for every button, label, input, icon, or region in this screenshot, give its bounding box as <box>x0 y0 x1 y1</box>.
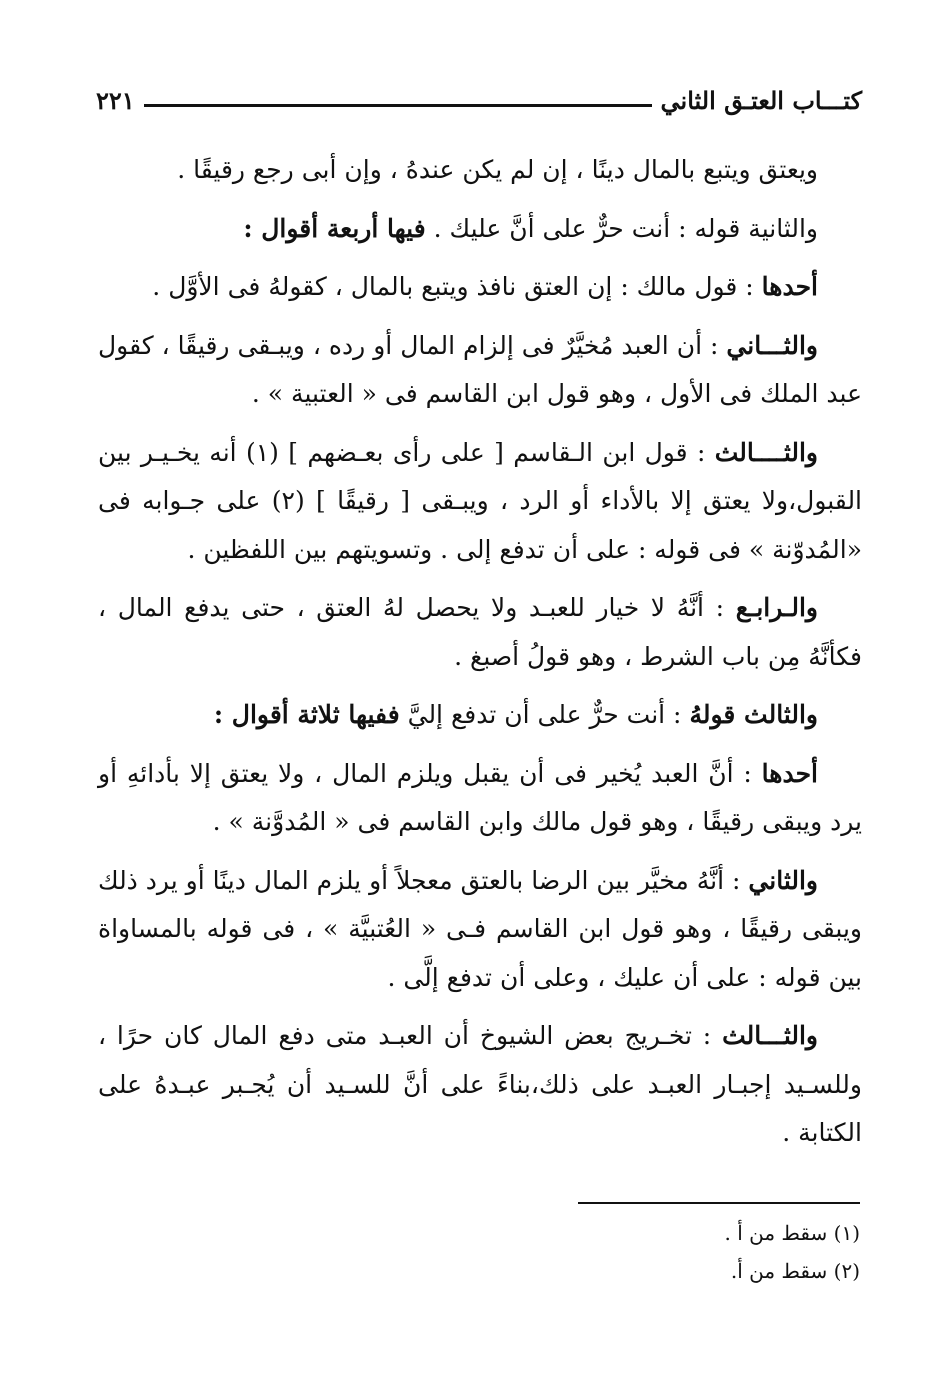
paragraph-tail: ففيها ثلاثة أقوال : <box>213 700 400 729</box>
paragraph-text: : أنَّ العبد يُخير فى أن يقبل ويلزم المال ، ولا يعتق إلا بأدائهِ أو يرد ويبقى رقيقًا ، وهو قول مالك وابن القاسم فى « المُدوَّنة » . <box>98 758 862 836</box>
paragraph <box>98 857 862 1003</box>
paragraph-lead: والثاني <box>748 865 818 895</box>
paragraph-text: : قول ابن الـقاسم [ على رأى بعـضهم ] (١) أنه يخـيـر بين القبول،ولا يعتق إلا بالأداء أو الرد ، ويبـقى [ رقيقًا ] (٢) على جـوابه فى «المُدوّنة » فى قوله : على أن تدفع إلى . وتسويتهم بين اللفظين . <box>98 437 863 564</box>
running-header <box>96 84 862 124</box>
chapter-title: كتـــاب العتـق الثاني <box>660 86 862 115</box>
paragraph <box>98 322 862 419</box>
paragraph-text: : أن العبد مُخيَّرٌ فى إلزام المال أو رده ، ويبـقى رقيقًا ، كقول عبد الملك فى الأول ، وهو قول ابن القاسم فى « العتبية » . <box>98 330 862 408</box>
paragraph <box>98 584 862 681</box>
paragraph <box>98 429 862 575</box>
paragraph <box>98 146 862 195</box>
paragraph-lead: والثالث قولهُ <box>689 700 818 729</box>
paragraph-tail: فيها أربعة أقوال : <box>243 213 426 243</box>
paragraph-text: ويعتق ويتبع بالمال دينًا ، إن لم يكن عندهُ ، وإن أبى رجع رقيقًا . <box>177 155 818 184</box>
paragraph <box>98 263 862 312</box>
header-rule <box>144 104 652 107</box>
paragraph <box>98 691 862 740</box>
paragraph-lead: والثــــالث <box>714 437 819 467</box>
paragraph-text: : قول مالك : إن العتق نافذ ويتبع بالمال ، كقولهُ فى الأوَّل . <box>152 272 762 301</box>
footnote-rule <box>578 1202 860 1204</box>
footnote: (٢) سقط من أ. <box>730 1259 860 1283</box>
paragraph <box>98 1012 862 1158</box>
paragraph-text: : أنت حرٌّ على أن تدفع إليَّ <box>399 700 690 729</box>
paragraph <box>98 750 862 847</box>
paragraph-lead: والثـــاني <box>726 330 818 360</box>
paragraph-lead: والـرابـع <box>735 593 818 622</box>
paragraph-lead: والثـــالث <box>722 1021 818 1050</box>
paragraph <box>98 205 862 254</box>
main-text <box>98 146 862 1168</box>
paragraph-text: : أنَّهُ مخيَّر بين الرضا بالعتق معجلاً أو يلزم المال دينًا أو يرد ذلك ويبقى رقيقًا ، وهو قول ابن القاسم فـى « العُتبيَّة » ، فى قوله بالمساواة بين قوله : على أن عليك ، وعلى أن تدفع إلَّى . <box>98 865 862 992</box>
paragraph-text: : تخـريج بعض الشيوخ أن العبـد متى دفع المال كان حرًا ، وللسـيد إجبـار العبـد على ذلك،بناءً على أنَّ للسـيد أن يُجـبر عبـدهُ على الكتابة . <box>98 1021 862 1147</box>
footnote: (١) سقط من أ . <box>724 1221 860 1245</box>
paragraph-lead: أحدها <box>761 272 818 301</box>
paragraph-text: : أنَّهُ لا خيار للعبـد ولا يحصل لهُ العتق ، حتى يدفع المال ، فكأنَّهُ مِن باب الشرط ، وهو قولُ أصبغ . <box>98 593 862 671</box>
page-number: ٢٢١ <box>96 86 135 115</box>
paragraph-lead: أحدها <box>761 758 818 788</box>
paragraph-text: والثانية قوله : أنت حرٌّ على أنَّ عليك . <box>425 213 818 243</box>
footnotes <box>460 1214 860 1290</box>
